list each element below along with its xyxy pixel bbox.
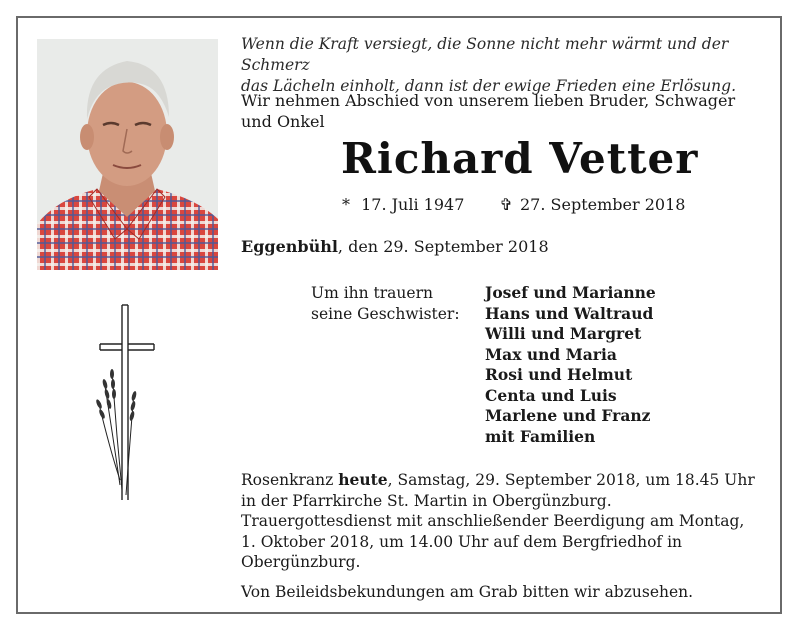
death-symbol: ✞ — [499, 195, 513, 214]
service-line: Obergünzburg. — [241, 553, 361, 571]
service-today: heute — [338, 470, 388, 489]
mourners-label-line: Um ihn trauern — [311, 284, 433, 302]
portrait-photo — [37, 39, 218, 270]
death-date: 27. September 2018 — [519, 195, 686, 214]
closing-note: Von Beileidsbekundungen am Grab bitten wir abzusehen. — [241, 583, 694, 601]
list-item: mit Familien — [485, 426, 596, 446]
intro-line: und Onkel — [241, 112, 325, 131]
list-item: Rosi und Helmut — [485, 365, 633, 384]
cross-with-wheat-icon — [90, 300, 160, 510]
intro-line: Wir nehmen Abschied von unserem lieben Bruder, Schwager — [241, 91, 736, 110]
place-and-date — [241, 236, 549, 258]
deceased-name: Richard Vetter — [341, 134, 699, 183]
list-item: Josef und Marianne — [485, 283, 656, 302]
list-item: Marlene und Franz — [485, 406, 651, 425]
service-line: 1. Oktober 2018, um 14.00 Uhr auf dem Bergfriedhof in — [241, 532, 683, 551]
quote-line: Wenn die Kraft versiegt, die Sonne nicht mehr wärmt und der Schmerz — [241, 35, 729, 74]
mourners-list — [485, 283, 656, 447]
quote-line: das Lächeln einholt, dann ist der ewige Frieden eine Erlösung. — [241, 77, 737, 95]
list-item: Hans und Waltraud — [485, 303, 654, 323]
list-item: Max und Maria — [485, 344, 617, 364]
place-date: , den 29. September 2018 — [337, 237, 549, 256]
service-info — [241, 470, 781, 573]
place-town: Eggenbühl — [241, 237, 338, 256]
memorial-quote — [241, 34, 781, 97]
life-dates — [342, 194, 685, 216]
list-item: Centa und Luis — [485, 385, 617, 405]
service-line1-rest: , Samstag, 29. September 2018, um 18.45 Uhr — [387, 471, 755, 489]
mourners-label-line: seine Geschwister: — [311, 304, 460, 323]
service-line: Trauergottesdienst mit anschließender Beerdigung am Montag, — [241, 512, 745, 530]
service-line: in der Pfarrkirche St. Martin in Obergünzburg. — [241, 491, 612, 510]
list-item: Willi und Margret — [485, 324, 642, 343]
birth-date: 17. Juli 1947 — [361, 195, 465, 214]
birth-symbol: * — [342, 195, 350, 214]
mourners-label — [311, 283, 460, 324]
farewell-intro — [241, 90, 761, 132]
service-prefix: Rosenkranz — [241, 471, 339, 489]
